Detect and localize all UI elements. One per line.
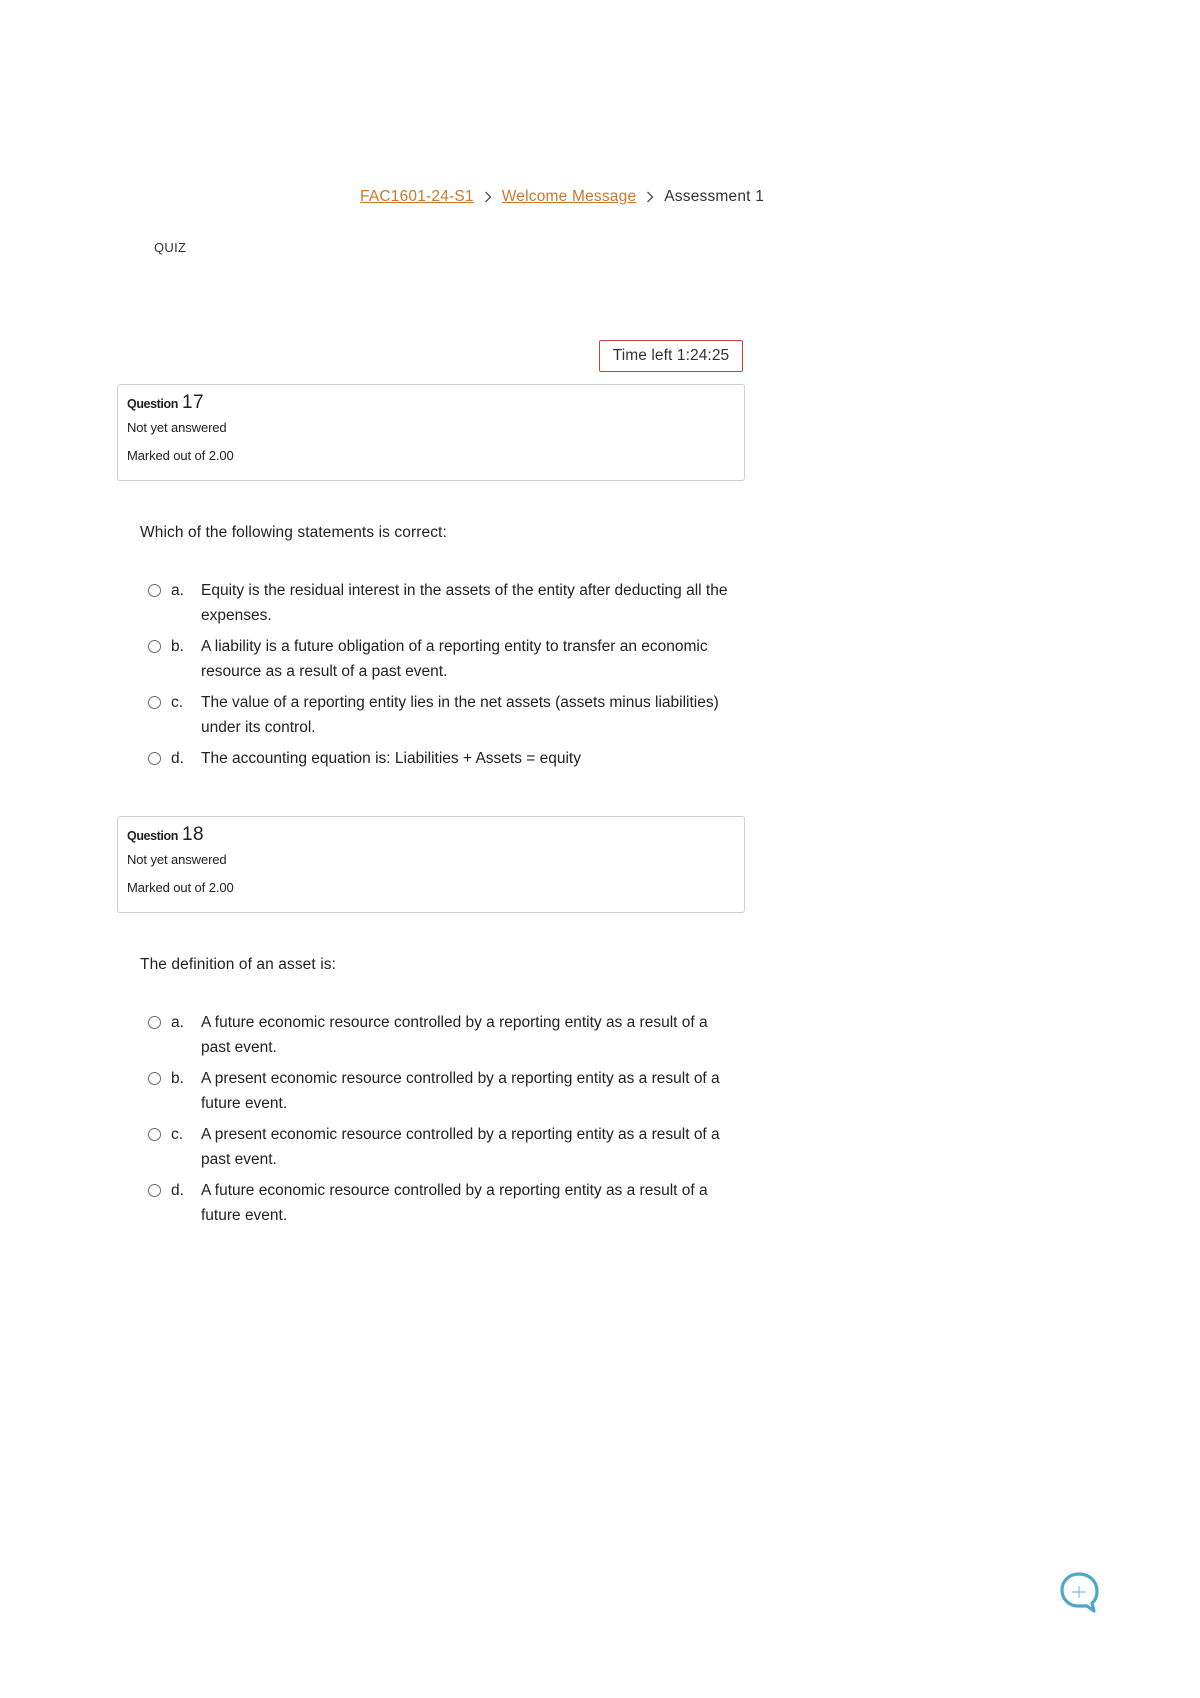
answer-option[interactable] xyxy=(148,634,728,684)
chevron-right-icon xyxy=(484,191,492,203)
question-number-value: 17 xyxy=(181,392,205,413)
answer-letter: b. xyxy=(171,638,184,655)
question-number xyxy=(127,392,744,420)
answer-text: A future economic resource controlled by a reporting entity as a result of a past event. xyxy=(201,1014,708,1056)
question-text-17: Which of the following statements is correct: xyxy=(140,524,447,541)
answer-text: A present economic resource controlled by a reporting entity as a result of a past event. xyxy=(201,1126,720,1168)
radio-button[interactable] xyxy=(148,1016,161,1029)
answer-list-17 xyxy=(148,578,728,777)
answer-text: Equity is the residual interest in the assets of the entity after deducting all the expenses. xyxy=(201,582,728,624)
breadcrumb xyxy=(360,188,764,206)
question-number xyxy=(127,824,744,852)
question-text-18: The definition of an asset is: xyxy=(140,956,337,973)
answer-option[interactable] xyxy=(148,1178,728,1228)
answer-letter: d. xyxy=(171,750,184,767)
answer-letter: a. xyxy=(171,1014,184,1031)
answer-text: A liability is a future obligation of a reporting entity to transfer an economic resource as a result of a past event. xyxy=(201,638,708,680)
question-info-17 xyxy=(117,384,745,481)
answer-option[interactable] xyxy=(148,1010,728,1060)
question-label: Question xyxy=(127,829,178,843)
answer-text: A present economic resource controlled by a reporting entity as a result of a future event. xyxy=(201,1070,720,1112)
question-grade: Marked out of 2.00 xyxy=(127,448,234,463)
answer-list-18 xyxy=(148,1010,728,1234)
chevron-right-icon xyxy=(646,191,654,203)
radio-button[interactable] xyxy=(148,1128,161,1141)
answer-letter: c. xyxy=(171,1126,184,1143)
question-grade: Marked out of 2.00 xyxy=(127,880,234,895)
answer-letter: c. xyxy=(171,694,184,711)
radio-button[interactable] xyxy=(148,640,161,653)
answer-text: The value of a reporting entity lies in the net assets (assets minus liabilities) under its control. xyxy=(201,694,719,736)
answer-letter: d. xyxy=(171,1182,184,1199)
radio-button[interactable] xyxy=(148,1072,161,1085)
answer-text: The accounting equation is: Liabilities + Assets = equity xyxy=(201,750,581,767)
radio-button[interactable] xyxy=(148,696,161,709)
answer-option[interactable] xyxy=(148,1066,728,1116)
logo-icon xyxy=(1057,1570,1101,1614)
answer-option[interactable] xyxy=(148,690,728,740)
radio-button[interactable] xyxy=(148,584,161,597)
answer-option[interactable] xyxy=(148,746,728,771)
question-info-18 xyxy=(117,816,745,913)
timer: Time left 1:24:25 xyxy=(599,340,743,372)
breadcrumb-link-welcome[interactable]: Welcome Message xyxy=(501,188,637,205)
radio-button[interactable] xyxy=(148,752,161,765)
answer-option[interactable] xyxy=(148,578,728,628)
question-state: Not yet answered xyxy=(127,852,227,867)
answer-letter: b. xyxy=(171,1070,184,1087)
answer-letter: a. xyxy=(171,582,184,599)
breadcrumb-link-course[interactable]: FAC1601-24-S1 xyxy=(360,188,474,205)
question-number-value: 18 xyxy=(181,824,205,845)
page-label: QUIZ xyxy=(154,240,187,255)
radio-button[interactable] xyxy=(148,1184,161,1197)
question-label: Question xyxy=(127,397,178,411)
answer-option[interactable] xyxy=(148,1122,728,1172)
question-state: Not yet answered xyxy=(127,420,227,435)
breadcrumb-current: Assessment 1 xyxy=(664,188,765,205)
answer-text: A future economic resource controlled by a reporting entity as a result of a future event. xyxy=(201,1182,708,1224)
